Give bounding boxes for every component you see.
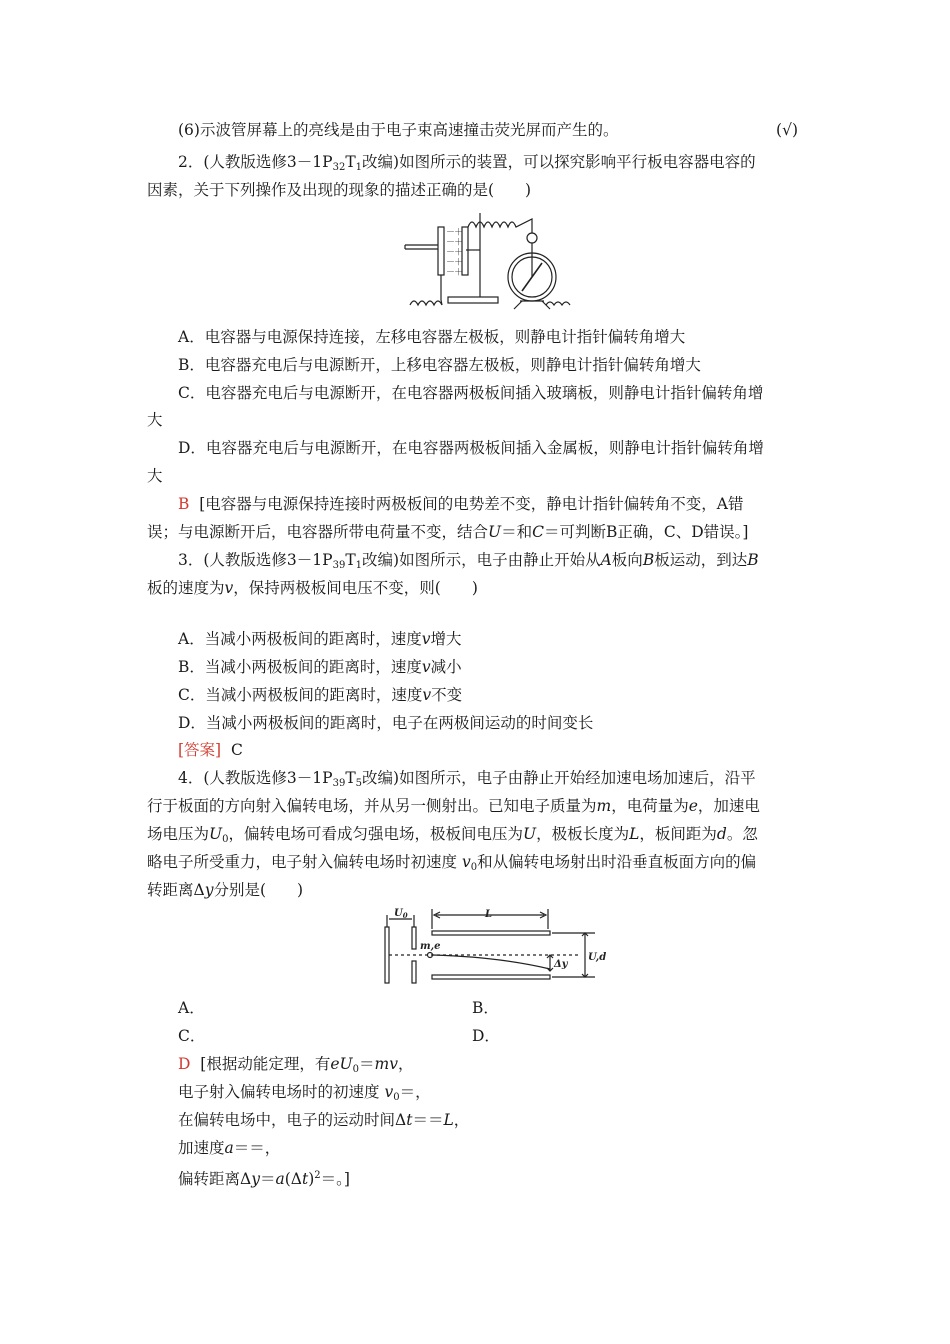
label-dy: Δy — [554, 959, 568, 970]
sign-minus: － — [446, 248, 456, 258]
q4-option-a: A． — [178, 999, 205, 1017]
label-u0: $U_0$ — [394, 908, 408, 920]
check-mark: (√) — [776, 121, 798, 139]
q2-option-a: A．电容器与电源保持连接，左移电容器左极板，则静电计指针偏转角增大 — [178, 328, 686, 346]
q4-option-b: B． — [472, 999, 499, 1017]
sign-minus: － — [446, 238, 456, 248]
q2-option-d: D．电容器充电后与电源断开，在电容器两极板间插入金属板，则静电计指针偏转角增 — [178, 439, 764, 457]
sign-minus: － — [446, 228, 456, 238]
q4-answer-line2: 电子射入偏转电场时的初速度 $v_0=$， — [178, 1083, 431, 1103]
capacitor-electrometer-figure — [400, 205, 580, 320]
q2-stem-line2: 因素，关于下列操作及出现的现象的描述正确的是( ) — [147, 181, 532, 199]
label-me: m,e — [420, 941, 441, 952]
q2-answer-line2: 误；与电源断开后，电容器所带电荷量不变，结合U＝和C＝可判断B正确，C、D错误。] — [147, 523, 749, 541]
q3-stem-line1: 3．(人教版选修$3-1P_{39}T_1$改编)如图所示，电子由静止开始从A板向B板运动，到达B — [178, 551, 759, 571]
q2-answer-line1: B [电容器与电源保持连接时两极板间的电势差不变，静电计指针偏转角不变，A错 — [178, 495, 744, 513]
q3-option-c: C．当减小两极板间的距离时，速度v不变 — [178, 686, 463, 704]
q4-answer-line5: 偏转距离$\Delta y=a(\Delta t)^2=$。] — [178, 1170, 350, 1188]
statement-6: (6)示波管屏幕上的亮线是由于电子束高速撞击荧光屏而产生的。 (√) — [178, 121, 798, 139]
q4-answer-line4: 加速度a＝＝， — [178, 1139, 281, 1157]
q3-answer: [答案] C — [178, 741, 243, 759]
q4-option-c: C． — [178, 1027, 206, 1045]
sign-plus: ＋ — [454, 268, 464, 278]
q2-option-c: C．电容器充电后与电源断开，在电容器两极板间插入玻璃板，则静电计指针偏转角增 — [178, 384, 764, 402]
q4-stem-line4: 略电子所受重力，电子射入偏转电场时初速度 $v_0$和从偏转电场射出时沿垂直板面方向的偏 — [147, 853, 757, 873]
q2-option-c-cont: 大 — [147, 411, 163, 429]
q4-answer-line1: D [根据动能定理，有$eU_0=mv$， — [178, 1055, 414, 1075]
q4-stem-line5: 转距离Δy分别是( ) — [147, 881, 304, 899]
q3-option-a: A．当减小两极板间的距离时，速度v增大 — [178, 630, 462, 648]
q2-option-d-cont: 大 — [147, 467, 163, 485]
sign-plus: ＋ — [454, 238, 464, 248]
q4-answer-line3: 在偏转电场中，电子的运动时间Δt＝＝L， — [178, 1111, 470, 1129]
sign-plus: ＋ — [454, 248, 464, 258]
answer-letter: B — [178, 495, 190, 513]
sign-minus: － — [446, 268, 456, 278]
sign-plus: ＋ — [454, 258, 464, 268]
q4-stem-line3: 场电压为$U_0$，偏转电场可看成匀强电场，极板间电压为U，极板长度为L，板间距为d。忽 — [147, 825, 758, 845]
deflection-field-figure — [380, 905, 610, 985]
q2-stem-line1: 2．(人教版选修$3-1P_{32}T_1$改编)如图所示的装置，可以探究影响平行板电容器电容的 — [178, 153, 756, 173]
q4-stem-line1: 4．(人教版选修$3-1P_{39}T_5$改编)如图所示，电子由静止开始经加速电场加速后，沿平 — [178, 769, 756, 789]
q4-stem-line2: 行于板面的方向射入偏转电场，并从另一侧射出。已知电子质量为m，电荷量为e，加速电 — [147, 797, 760, 815]
q4-option-d: D． — [472, 1027, 500, 1045]
answer-letter: D — [178, 1055, 191, 1073]
q3-stem-line2: 板的速度为v，保持两极板间电压不变，则( ) — [147, 579, 478, 597]
label-ud: U,d — [588, 952, 607, 963]
label-L: L — [485, 909, 493, 920]
q3-option-b: B．当减小两极板间的距离时，速度v减小 — [178, 658, 462, 676]
q2-option-b: B．电容器充电后与电源断开，上移电容器左极板，则静电计指针偏转角增大 — [178, 356, 701, 374]
q3-option-d: D．当减小两极板间的距离时，电子在两极间运动的时间变长 — [178, 714, 594, 732]
sign-plus: ＋ — [454, 228, 464, 238]
sign-minus: － — [446, 258, 456, 268]
